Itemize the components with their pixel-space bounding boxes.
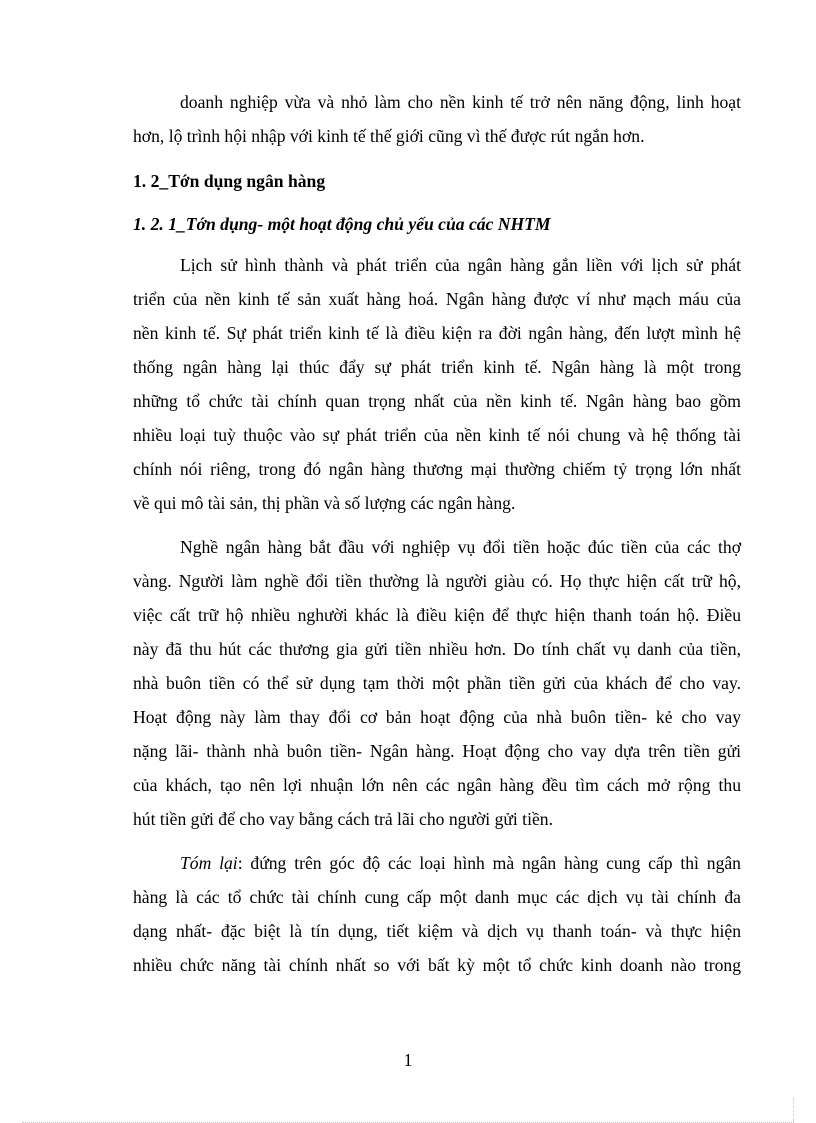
paragraph-line: nhiều loại tuỳ thuộc vào sự phát triển của nền kinh tế nói chung và hệ thống tài [133, 425, 741, 445]
paragraph-line [180, 853, 741, 873]
paragraph-line: thống ngân hàng lại thúc đẩy sự phát triển kinh tế. Ngân hàng là một trong [133, 357, 741, 377]
section-heading: 1. 2_Tớn dụng ngân hàng [133, 171, 326, 191]
paragraph-line: chính nói riêng, trong đó ngân hàng thương mại thường chiếm tỷ trọng lớn nhất [133, 459, 741, 479]
page-corner-border [793, 1098, 794, 1122]
paragraph-line: nặng lãi- thành nhà buôn tiền- Ngân hàng. Hoạt động cho vay dựa trên tiền gửi [133, 741, 741, 761]
paragraph-line: này đã thu hút các thương gia gửi tiền nhiều hơn. Do tính chất vụ danh của tiền, [133, 639, 741, 659]
subsection-heading: 1. 2. 1_Tớn dụng- một hoạt động chủ yếu của các NHTM [133, 214, 551, 234]
paragraph-line: dạng nhất- đặc biệt là tín dụng, tiết kiệm và dịch vụ thanh toán- và thực hiện [133, 921, 741, 941]
paragraph-line: vàng. Người làm nghề đổi tiền thường là người giàu có. Họ thực hiện cất trữ hộ, [133, 571, 741, 591]
paragraph-line: doanh nghiệp vừa và nhỏ làm cho nền kinh tế trở nên năng động, linh hoạt [180, 92, 741, 112]
conclusion-text: : đứng trên góc độ các loại hình mà ngân hàng cung cấp thì ngân [237, 853, 741, 873]
paragraph-line: những tổ chức tài chính quan trọng nhất của nền kinh tế. Ngân hàng bao gồm [133, 391, 741, 411]
paragraph-line: nền kinh tế. Sự phát triển kinh tế là điều kiện ra đời ngân hàng, đến lượt mình hệ [133, 323, 741, 343]
page-number: 1 [403, 1050, 413, 1070]
paragraph-line: việc cất trữ hộ nhiều nghười khác là điều kiện để thực hiện thanh toán hộ. Điều [133, 605, 741, 625]
paragraph-line: Hoạt động này làm thay đổi cơ bản hoạt động của nhà buôn tiền- kẻ cho vay [133, 707, 741, 727]
paragraph-line: Nghề ngân hàng bắt đầu với nghiệp vụ đổi tiền hoặc đúc tiền của các thợ [180, 537, 741, 557]
paragraph-line: nhà buôn tiền có thể sử dụng tạm thời một phần tiền gửi của khách để cho vay. [133, 673, 741, 693]
paragraph-line: về qui mô tài sản, thị phần và số lượng các ngân hàng. [133, 493, 516, 513]
paragraph-line: Lịch sử hình thành và phát triển của ngân hàng gắn liền với lịch sử phát [180, 255, 741, 275]
paragraph-line: hút tiền gửi để cho vay bằng cách trả lãi cho người gửi tiền. [133, 809, 553, 829]
paragraph-line: triển của nền kinh tế sản xuất hàng hoá. Ngân hàng được ví như mạch máu của [133, 289, 741, 309]
conclusion-label: Tóm lại [180, 853, 238, 873]
paragraph-line: nhiều chức năng tài chính nhất so với bất kỳ một tổ chức kinh doanh nào trong [133, 955, 741, 975]
paragraph-line: hơn, lộ trình hội nhập với kinh tế thế giới cũng vì thế được rút ngắn hơn. [133, 126, 645, 146]
paragraph-line: hàng là các tổ chức tài chính cung cấp một danh mục các dịch vụ tài chính đa [133, 887, 741, 907]
paragraph-line: của khách, tạo nên lợi nhuận lớn nên các ngân hàng đều tìm cách mở rộng thu [133, 775, 741, 795]
